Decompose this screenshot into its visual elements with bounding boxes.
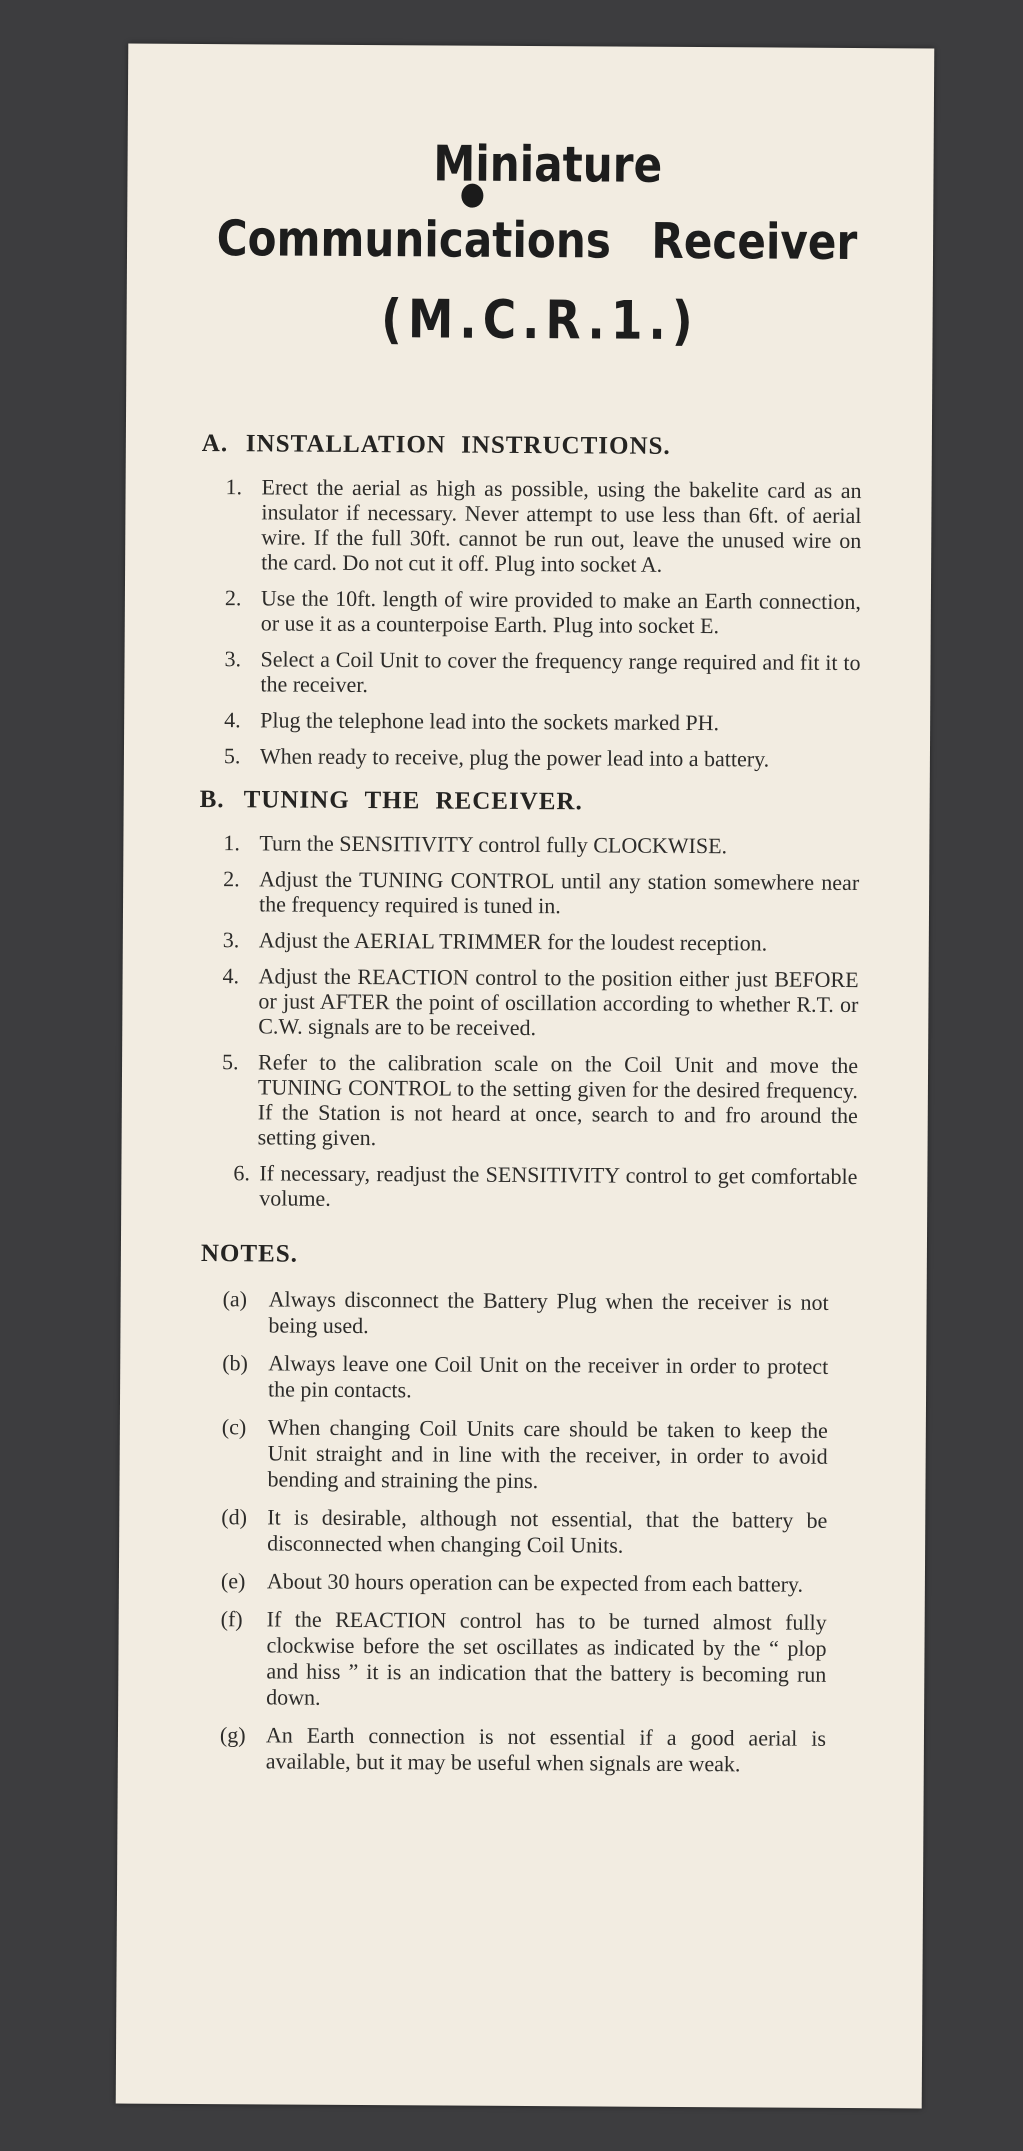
item-number: 2.	[224, 585, 242, 611]
list-item	[200, 707, 860, 736]
item-number: 6.	[233, 1160, 250, 1186]
item-text: Select a Coil Unit to cover the frequency range required and fit it to the receiver.	[260, 646, 861, 698]
section-a-title: INSTALLATION INSTRUCTIONS.	[245, 430, 671, 460]
note-label: (a)	[222, 1286, 248, 1312]
note-text: Always disconnect the Battery Plug when the receiver is not being used.	[268, 1286, 829, 1339]
note-text: About 30 hours operation can be expected from each battery.	[266, 1568, 804, 1597]
section-b-title: TUNING THE RECEIVER.	[243, 786, 583, 816]
note-text: If the REACTION control has to be turned almost fully clockwise before the set oscillates as indicated by the “ plop and hiss ” it is an indication that the battery is becoming run down.	[266, 1606, 827, 1710]
item-number: 4.	[222, 963, 240, 989]
note-item	[195, 1504, 827, 1560]
note-item	[195, 1568, 827, 1598]
section-a-heading	[202, 430, 862, 462]
list-item	[199, 866, 859, 920]
list-item	[200, 646, 860, 700]
note-item	[194, 1722, 826, 1778]
title-line-1: Miniature	[433, 135, 663, 194]
document-body	[194, 430, 862, 1790]
item-text: Use the 10ft. length of wire provided to make an Earth connection, or use it as a counterpoise Earth. Plug into socket E.	[260, 585, 861, 639]
list-item	[201, 474, 862, 578]
item-text: Turn the SENSITIVITY control fully CLOCKWISE.	[259, 830, 728, 859]
title-line-2: Communications Receiver	[216, 210, 858, 272]
list-item	[199, 927, 859, 956]
section-b-letter: B.	[199, 786, 225, 814]
list-item	[199, 830, 859, 859]
list-item	[201, 585, 861, 639]
title-line-3: (M.C.R.1.)	[380, 289, 699, 353]
item-number: 5.	[223, 743, 241, 769]
tuning-list	[197, 830, 859, 1214]
notes-heading: NOTES.	[200, 1240, 299, 1268]
note-text: Always leave one Coil Unit on the receiver in order to protect the pin contacts.	[268, 1350, 829, 1403]
item-text: Erect the aerial as high as possible, using the bakelite card as an insulator if necessary. Never attempt to use less than 6ft. of aerial wire. If the full 30ft. cannot be run out, leave the unused wire on the card. Do not cut it off. Plug into socket A.	[261, 474, 862, 577]
note-label: (f)	[220, 1606, 243, 1632]
note-label: (b)	[222, 1350, 248, 1376]
list-item	[198, 963, 858, 1042]
note-label: (c)	[221, 1414, 247, 1440]
note-text: When changing Coil Units care should be taken to keep the Unit straight and in line with the receiver, in order to avoid bending and straining the pins.	[267, 1414, 828, 1494]
list-item	[200, 743, 860, 772]
note-text: It is desirable, although not essential, that the battery be disconnected when changing Coil Units.	[267, 1504, 828, 1558]
note-item	[194, 1606, 827, 1714]
note-item	[196, 1286, 828, 1342]
item-number: 1.	[225, 474, 243, 500]
item-text: Refer to the calibration scale on the Coil Unit and move the TUNING CONTROL to the setting given for the desired frequency. If the Station is not heard at once, search to and fro around the setting given.	[257, 1049, 859, 1151]
item-number: 2.	[223, 866, 240, 892]
instruction-sheet	[116, 44, 935, 2109]
note-label: (d)	[221, 1504, 248, 1530]
item-text: Plug the telephone lead into the sockets marked PH.	[260, 707, 720, 736]
note-text: An Earth connection is not essential if a good aerial is available, but it may be useful when signals are weak.	[265, 1722, 827, 1777]
item-number: 5.	[222, 1049, 239, 1075]
item-number: 4.	[224, 707, 241, 733]
item-text: If necessary, readjust the SENSITIVITY control to get comfortable volume.	[259, 1160, 858, 1211]
note-label: (g)	[219, 1722, 246, 1748]
list-item	[198, 1049, 859, 1153]
note-item	[196, 1350, 828, 1406]
item-number: 3.	[222, 927, 240, 953]
item-text: Adjust the REACTION control to the position either just BEFORE or just AFTER the point of oscillation according to whether R.T. or C.W. signals are to be received.	[258, 963, 859, 1041]
notes-list	[194, 1286, 857, 1778]
installation-list	[200, 474, 862, 772]
item-number: 3.	[224, 646, 242, 672]
section-a-letter: A.	[201, 430, 229, 458]
item-number: 1.	[223, 830, 240, 856]
item-text: Adjust the TUNING CONTROL until any station somewhere near the frequency required is tuned in.	[258, 866, 860, 919]
note-label: (e)	[220, 1568, 246, 1594]
list-item	[197, 1160, 857, 1214]
note-item	[195, 1414, 827, 1496]
item-text: When ready to receive, plug the power lead into a battery.	[259, 743, 770, 772]
section-b-heading	[200, 786, 860, 818]
item-text: Adjust the AERIAL TRIMMER for the loudest reception.	[258, 927, 768, 956]
